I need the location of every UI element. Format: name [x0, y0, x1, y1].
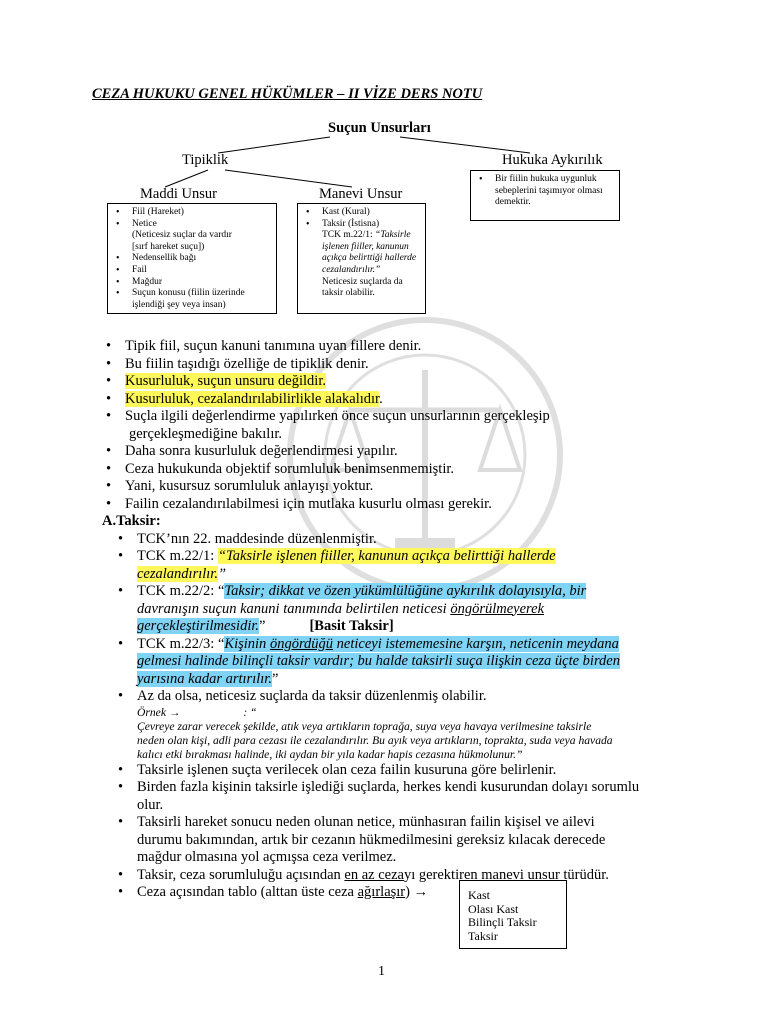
diagram-node-hukuka-aykirilik: Hukuka Aykırılık — [502, 152, 603, 168]
list-item: • Bir fiilin hukuka uygunluk sebeplerini taşımıyor olması demektir. — [495, 174, 615, 209]
manevi-unsur-box — [297, 203, 426, 314]
list-item: • Ceza hukukunda objektif sorumluluk benimsenmemiştir. — [104, 461, 704, 479]
list-item: • Mağdur — [132, 277, 272, 289]
list-item: • Daha sonra kusurluluk değerlendirmesi yapılır. — [104, 443, 704, 461]
list-item: • Birden fazla kişinin taksirle işlediği suçlarda, herkes kendi kusurundan dolayı sorumlu olur. — [104, 779, 704, 814]
list-item: • TCK m.22/3: “Kişinin öngördüğü neticeyi istememesine karşın, neticenin meydana gelmesi halinde bilinçli taksir vardır; bu halde taksirli suça ilişkin ceza üçte birden yarısına kadar artırılır.” — [104, 636, 704, 689]
list-item: • Failin cezalandırılabilmesi için mutlaka kusurlu olması gerekir. — [104, 496, 704, 514]
list-item: • Taksir (İstisna) TCK m.22/1: “Taksirle işlenen fiiller, kanunun açıkça belirttiği hallerde cezalandırılır.” Neticesiz suçlarda da taksir olabilir. — [322, 219, 421, 300]
scale-item-bilincli-taksir: Bilinçli Taksir — [468, 915, 537, 930]
list-item: • Netice (Neticesiz suçlar da vardır [sırf hareket suçu]) — [132, 219, 272, 254]
list-item: • Fiil (Hareket) — [132, 207, 272, 219]
list-item: • Kast (Kural) — [322, 207, 421, 219]
list-item: • Ceza açısından tablo (alttan üste ceza ağırlaşır) → — [104, 884, 704, 902]
maddi-unsur-box — [107, 203, 277, 314]
list-item: • Tipik fiil, suçun kanuni tanımına uyan fillere denir. — [104, 338, 704, 356]
penalty-scale-table — [459, 880, 567, 949]
diagram-node-maddi-unsur: Maddi Unsur — [140, 186, 217, 202]
list-item: • Fail — [132, 265, 272, 277]
list-item: • Nedensellik bağı — [132, 253, 272, 265]
hukuka-aykirilik-box — [470, 170, 620, 221]
diagram-root-node: Suçun Unsurları — [328, 120, 431, 136]
list-item: • TCK’nın 22. maddesinde düzenlenmiştir. — [104, 531, 704, 549]
list-item: • TCK m.22/2: “Taksir; dikkat ve özen yükümlülüğüne aykırılık dolayısıyla, bir davranışın suçun kanuni tanımında belirtilen neticesi öngörülmeyerek gerçekleştirilmesidir.” [Basit Taksir] — [104, 583, 704, 636]
list-item: • Kusurluluk, cezalandırılabilirlikle alakalıdır. — [104, 391, 704, 409]
list-item: • Kusurluluk, suçun unsuru değildir. — [104, 373, 704, 391]
section-heading-taksir: A.Taksir: — [102, 513, 161, 529]
basit-taksir-tag: [Basit Taksir] — [309, 618, 394, 634]
page-number: 1 — [378, 964, 385, 979]
scale-item-olasi-kast: Olası Kast — [468, 901, 519, 916]
list-item: • Taksirli hareket sonucu neden olunan netice, münhasıran failin kişisel ve ailevi durumu bakımından, artık bir cezanın hükmedilmesini gereksiz kılacak derecede mağdur olmasına yol açmışsa ceza verilmez. — [104, 814, 704, 867]
list-item: • Suçla ilgili değerlendirme yapılırken önce suçun unsurlarının gerçekleşip gerçekleşmediğine bakılır. — [104, 408, 704, 443]
example-block: Örnek → : “ Çevreye zarar verecek şekilde, atık veya artıkların toprağa, suya veya havaya verilmesine taksirle neden olan kişi, adli para cezası ile cezalandırılır. Bu ayık veya artıkların, toprakta, suda veya havada kalıcı etki bırakması halinde, iki aydan bir yıla kadar hapis cezasına hükmolunur.” — [137, 705, 613, 761]
document-title: CEZA HUKUKU GENEL HÜKÜMLER – II VİZE DERS NOTU — [92, 86, 483, 102]
list-item: • Taksirle işlenen suçta verilecek olan ceza failin kusuruna göre belirlenir. — [104, 762, 704, 780]
scale-item-taksir: Taksir — [468, 928, 498, 943]
scale-item-kast: Kast — [468, 888, 490, 902]
list-item: • Bu fiilin taşıdığı özelliğe de tipiklik denir. — [104, 356, 704, 374]
list-item: • Taksir, ceza sorumluluğu açısından en az cezayı gerektiren manevi unsur türüdür. — [104, 867, 704, 885]
list-item: • Az da olsa, neticesiz suçlarda da taksir düzenlenmiş olabilir. — [104, 688, 704, 706]
list-item: • Yani, kusursuz sorumluluk anlayışı yoktur. — [104, 478, 704, 496]
diagram-node-manevi-unsur: Manevi Unsur — [319, 186, 403, 202]
list-item: • Suçun konusu (fiilin üzerinde işlendiği şey veya insan) — [132, 288, 272, 311]
diagram-node-tipiklik: Tipiklik — [182, 152, 229, 168]
main-content — [104, 338, 704, 902]
list-item: • TCK m.22/1: “Taksirle işlenen fiiller, kanunun açıkça belirttiği hallerde cezalandırılır.” — [104, 548, 704, 583]
